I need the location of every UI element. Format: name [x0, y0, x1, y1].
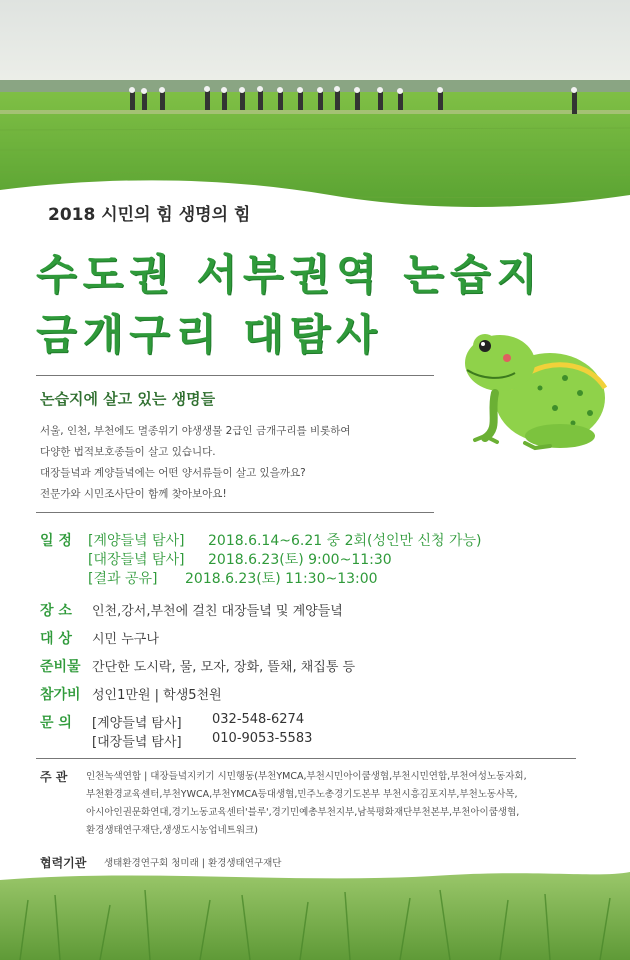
place-value: 인천,강서,부천에 걸친 대장들녘 및 계양들녘 [92, 604, 343, 619]
intro-line-4: 전문가와 시민조사단이 함께 찾아보아요! [40, 488, 227, 500]
fee-label: 참가비 [40, 687, 81, 703]
schedule-label: 일 정 [40, 533, 72, 549]
fee-value: 성인1만원 | 학생5천원 [92, 688, 222, 703]
title-line-2: 금개구리 대탐사 [36, 310, 383, 359]
intro-heading: 논습지에 살고 있는 생명들 [40, 390, 216, 408]
schedule-row-1-when: 2018.6.14~6.21 중 2회(성인만 신청 가능) [208, 533, 482, 549]
host-line-3: 아시아인권문화연대,경기노동교육센터'블루',경기민예총부천지부,남북평화재단부천본부,부천아이쿱생협, [86, 807, 520, 818]
partners-label: 협력기관 [40, 856, 87, 870]
schedule-row-3-when: 2018.6.23(토) 11:30~13:00 [185, 571, 378, 587]
place-label: 장 소 [40, 603, 72, 619]
contact-row-2-phone: 010-9053-5583 [212, 731, 313, 746]
schedule-row-3-name: [결과 공유] [88, 571, 158, 587]
schedule-row-2-when: 2018.6.23(토) 9:00~11:30 [208, 552, 392, 568]
title-line-1: 수도권 서부권역 논습지 [36, 250, 543, 299]
divider-mid [36, 512, 434, 513]
supplies-value: 간단한 도시락, 물, 모자, 장화, 뜰채, 채집통 등 [92, 660, 356, 675]
host-line-2: 부천환경교육센터,부천YWCA,부천YMCA등대생협,민주노총경기도본부 부천시흥김포지부,부천노동사목, [86, 789, 518, 800]
intro-line-2: 다양한 법적보호종들이 살고 있습니다. [40, 446, 216, 458]
partners-value: 생태환경연구회 청미래 | 환경생태연구재단 [104, 858, 282, 869]
host-label: 주 관 [40, 770, 68, 784]
host-line-4: 환경생태연구재단,생생도시농업네트워크) [86, 825, 258, 836]
frog-illustration [455, 318, 615, 458]
target-value: 시민 누구나 [92, 632, 159, 647]
contact-row-1-name: [계양들녘 탐사] [92, 716, 182, 731]
schedule-row-1-name: [계양들녘 탐사] [88, 533, 185, 549]
event-kicker: 2018 시민의 힘 생명의 힘 [48, 205, 251, 225]
intro-line-3: 대장들녘과 계양들녘에는 어떤 양서류들이 살고 있을까요? [40, 467, 306, 479]
grass-field-photo [0, 860, 630, 960]
divider-bottom [36, 758, 576, 759]
intro-line-1: 서울, 인천, 부천에도 멸종위기 야생생물 2급인 금개구리를 비롯하여 [40, 425, 351, 437]
schedule-row-2-name: [대장들녘 탐사] [88, 552, 185, 568]
target-label: 대 상 [40, 631, 72, 647]
supplies-label: 준비물 [40, 659, 81, 675]
divider-top [36, 375, 434, 376]
host-line-1: 인천녹색연합 | 대장들녘지키기 시민행동(부천YMCA,부천시민아이쿱생협,부천시민연합,부천여성노동자회, [86, 771, 527, 782]
contact-row-1-phone: 032-548-6274 [212, 712, 305, 727]
contact-row-2-name: [대장들녘 탐사] [92, 735, 182, 750]
contact-label: 문 의 [40, 715, 72, 731]
